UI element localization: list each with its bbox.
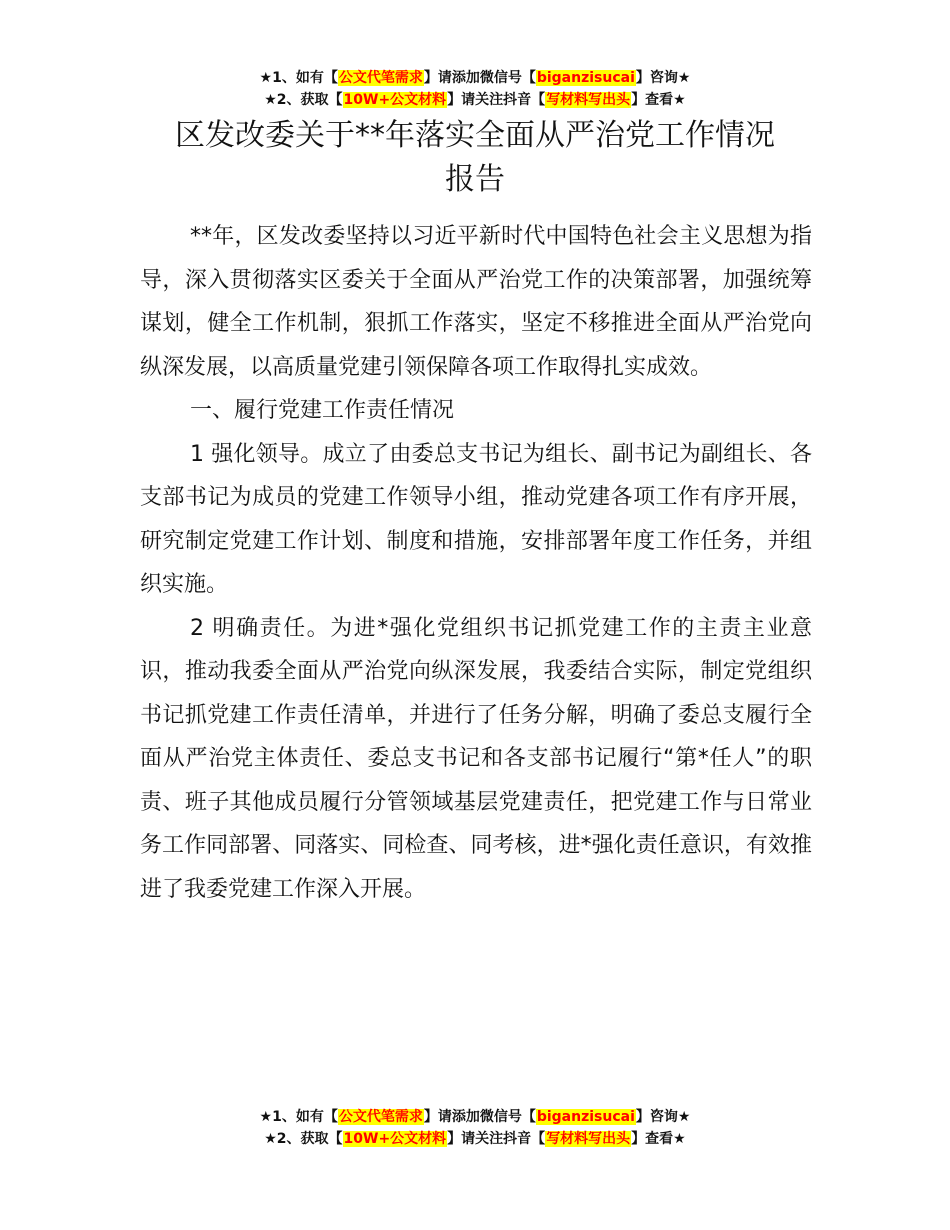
title-line: 区发改委关于**年落实全面从严治党工作情况 (175, 118, 775, 153)
paragraph: **年，区发改委坚持以习近平新时代中国特色社会主义思想为指导，深入贯彻落实区委关于全面从严治党工作的决策部署，加强统筹谋划，健全工作机制，狠抓工作落实，坚定不移推进全面从严治党向纵深发展，以高质量党建引领保障各项工作取得扎实成效。 (140, 224, 812, 380)
promo-highlight: biganzisucai (536, 70, 635, 86)
paragraph: 1 强化领导。成立了由委总支书记为组长、副书记为副组长、各支部书记为成员的党建工作领导小组，推动党建各项工作有序开展，研究制定党建工作计划、制度和措施，安排部署年度工作任务，并组织实施。 (140, 441, 812, 597)
promo-highlight: 10W+公文材料 (343, 92, 447, 108)
promo-text: 】咨询★ (635, 1109, 691, 1125)
promo-line-1 (0, 67, 950, 89)
promo-highlight: 写材料写出头 (546, 1131, 631, 1147)
promo-text: 】咨询★ (635, 70, 691, 86)
promo-line-2 (0, 89, 950, 111)
promo-text: ★2、获取【 (264, 92, 343, 108)
promo-text: 】请添加微信号【 (423, 1109, 536, 1125)
promo-text: 】请添加微信号【 (423, 70, 536, 86)
promo-text: 】查看★ (631, 92, 686, 108)
promo-footer (0, 1106, 950, 1150)
promo-line-2 (0, 1128, 950, 1150)
title-line: 报告 (445, 162, 505, 197)
promo-highlight: 公文代笔需求 (338, 1109, 423, 1125)
promo-text: 】请关注抖音【 (447, 92, 546, 108)
promo-highlight: 写材料写出头 (546, 92, 631, 108)
promo-text: ★1、如有【 (259, 1109, 338, 1125)
promo-line-1 (0, 1106, 950, 1128)
section-heading: 一、履行党建工作责任情况 (190, 398, 455, 423)
promo-text: ★1、如有【 (259, 70, 338, 86)
promo-highlight: 公文代笔需求 (338, 70, 423, 86)
document-title (140, 114, 810, 202)
document-body (140, 215, 812, 911)
promo-text: 】请关注抖音【 (447, 1131, 546, 1147)
promo-highlight: biganzisucai (536, 1109, 635, 1125)
promo-highlight: 10W+公文材料 (343, 1131, 447, 1147)
promo-text: 】查看★ (631, 1131, 686, 1147)
promo-header (0, 67, 950, 111)
paragraph: 2 明确责任。为进*强化党组织书记抓党建工作的主责主业意识，推动我委全面从严治党向纵深发展，我委结合实际，制定党组织书记抓党建工作责任清单，并进行了任务分解，明确了委总支履行全面从严治党主体责任、委总支书记和各支部书记履行“第*任人”的职责、班子其他成员履行分管领域基层党建责任，把党建工作与日常业务工作同部署、同落实、同检查、同考核，进*强化责任意识，有效推进了我委党建工作深入开展。 (140, 615, 812, 902)
promo-text: ★2、获取【 (264, 1131, 343, 1147)
